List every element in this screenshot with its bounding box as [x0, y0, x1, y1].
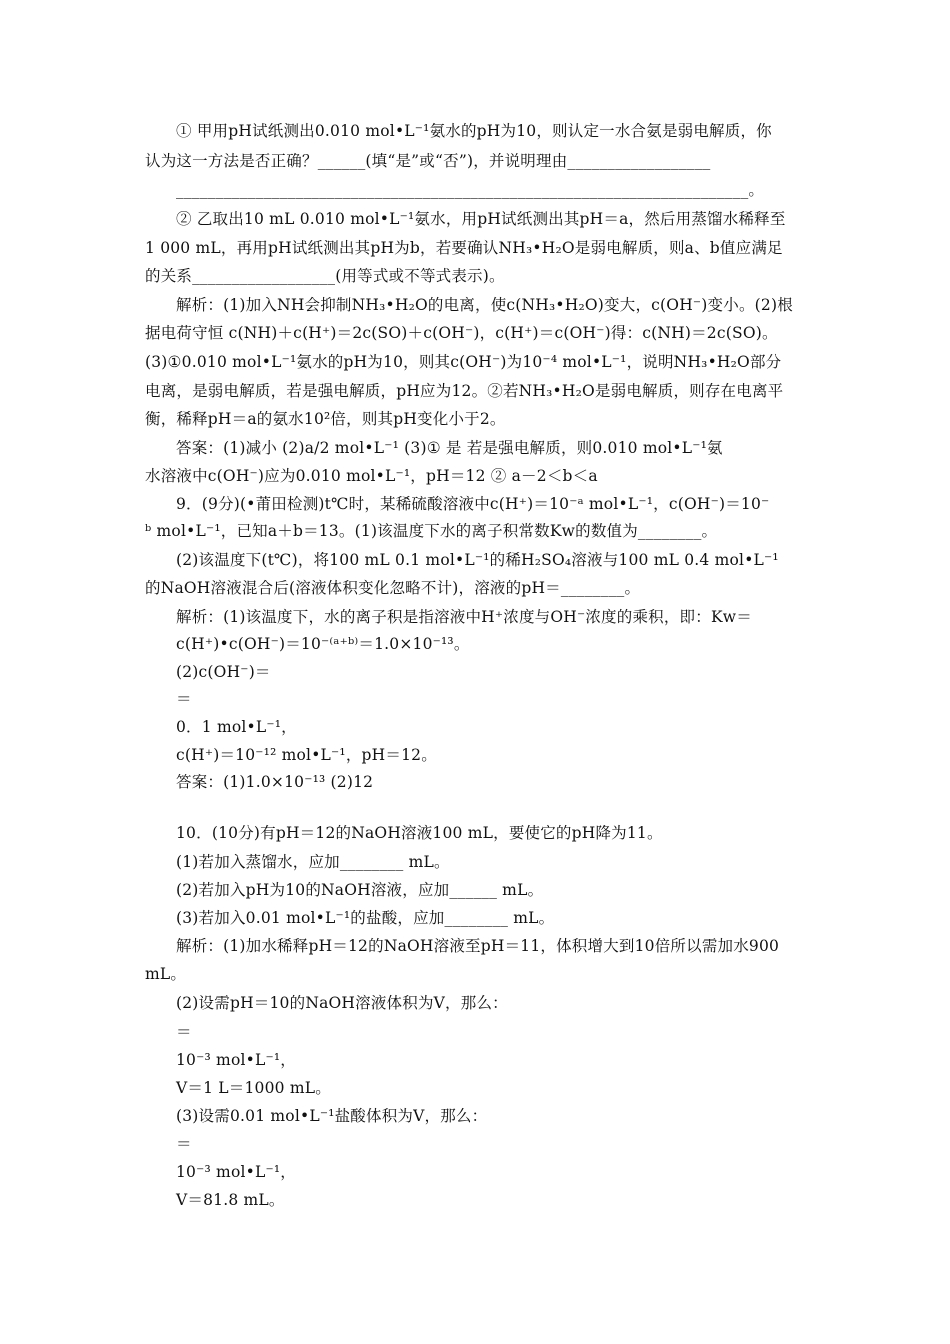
text-line: ᵇ mol•L⁻¹，已知a＋b＝13。(1)该温度下水的离子积常数Kw的数值为________。	[145, 522, 718, 540]
text-line: 解析：(1)加水稀释pH＝12的NaOH溶液至pH＝11，体积增大到10倍所以需加水900	[176, 937, 780, 955]
text-line: 的关系__________________(用等式或不等式表示)。	[145, 267, 505, 285]
text-line: 水溶液中c(OH⁻)应为0.010 mol•L⁻¹，pH＝12 ② a－2＜b＜a	[145, 467, 598, 485]
text-line: V＝1 L＝1000 mL。	[176, 1079, 331, 1097]
text-line: ________________________________________________________________________。	[176, 181, 765, 199]
text-line: ＝	[176, 1023, 192, 1041]
text-line: 1 000 mL，再用pH试纸测出其pH为b，若要确认NH₃•H₂O是弱电解质，则a、b值应满足	[145, 239, 783, 257]
text-line: c(H⁺)•c(OH⁻)＝10⁻⁽ᵃ⁺ᵇ⁾＝1.0×10⁻¹³。	[176, 635, 470, 653]
text-line: 0．1 mol•L⁻¹，	[176, 718, 297, 736]
text-line: (1)若加入蒸馏水，应加________ mL。	[176, 853, 450, 871]
text-line: c(H⁺)＝10⁻¹² mol•L⁻¹，pH＝12。	[176, 746, 437, 764]
text-line: (2)c(OH⁻)＝	[176, 663, 271, 681]
text-line: 答案：(1)减小 (2)a/2 mol•L⁻¹ (3)① 是 若是强电解质，则0.010 mol•L⁻¹氨	[176, 439, 723, 457]
text-line: 解析：(1)该温度下，水的离子积是指溶液中H⁺浓度与OH⁻浓度的乘积，即：Kw＝	[176, 608, 752, 626]
text-line: (2)该温度下(t℃)，将100 mL 0.1 mol•L⁻¹的稀H₂SO₄溶液与100 mL 0.4 mol•L⁻¹	[176, 551, 779, 569]
text-line: 答案：(1)1.0×10⁻¹³ (2)12	[176, 773, 374, 791]
text-line: (3)若加入0.01 mol•L⁻¹的盐酸，应加________ mL。	[176, 909, 555, 927]
text-line: mL。	[145, 965, 187, 983]
text-line: 解析：(1)加入NH会抑制NH₃•H₂O的电离，使c(NH₃•H₂O)变大，c(OH⁻)变小。(2)根	[176, 296, 793, 314]
text-line: ① 甲用pH试纸测出0.010 mol•L⁻¹氨水的pH为10，则认定一水合氨是弱电解质，你	[176, 122, 772, 140]
text-line: ＝	[176, 1135, 192, 1153]
text-line: 10．(10分)有pH＝12的NaOH溶液100 mL，要使它的pH降为11。	[176, 824, 663, 842]
text-line: 的NaOH溶液混合后(溶液体积变化忽略不计)，溶液的pH＝________。	[145, 579, 641, 597]
text-line: 认为这一方法是否正确？______(填“是”或“否”)，并说明理由__________________	[145, 152, 711, 170]
text-line: 9．(9分)(•莆田检测)t℃时，某稀硫酸溶液中c(H⁺)＝10⁻ᵃ mol•L⁻¹，c(OH⁻)＝10⁻	[176, 495, 770, 513]
text-line: V＝81.8 mL。	[176, 1191, 285, 1209]
text-line: (3)①0.010 mol•L⁻¹氨水的pH为10，则其c(OH⁻)为10⁻⁴ mol•L⁻¹，说明NH₃•H₂O部分	[145, 353, 782, 371]
text-line: (2)设需pH＝10的NaOH溶液体积为V，那么：	[176, 994, 508, 1012]
text-line: ② 乙取出10 mL 0.010 mol•L⁻¹氨水，用pH试纸测出其pH＝a，然后用蒸馏水稀释至	[176, 210, 786, 228]
text-line: (3)设需0.01 mol•L⁻¹盐酸体积为V，那么：	[176, 1107, 488, 1125]
text-line: ＝	[176, 690, 192, 708]
text-line: 10⁻³ mol•L⁻¹，	[176, 1163, 296, 1181]
text-line: (2)若加入pH为10的NaOH溶液，应加______ mL。	[176, 881, 544, 899]
text-line: 衡，稀释pH＝a的氨水10²倍，则其pH变化小于2。	[145, 410, 506, 428]
text-line: 10⁻³ mol•L⁻¹，	[176, 1051, 296, 1069]
text-line: 电离，是弱电解质，若是强电解质，pH应为12。②若NH₃•H₂O是弱电解质，则存在电离平	[145, 382, 784, 400]
text-line: 据电荷守恒 c(NH)＋c(H⁺)＝2c(SO)＋c(OH⁻)，c(H⁺)＝c(OH⁻)得：c(NH)＝2c(SO)。	[145, 324, 778, 342]
